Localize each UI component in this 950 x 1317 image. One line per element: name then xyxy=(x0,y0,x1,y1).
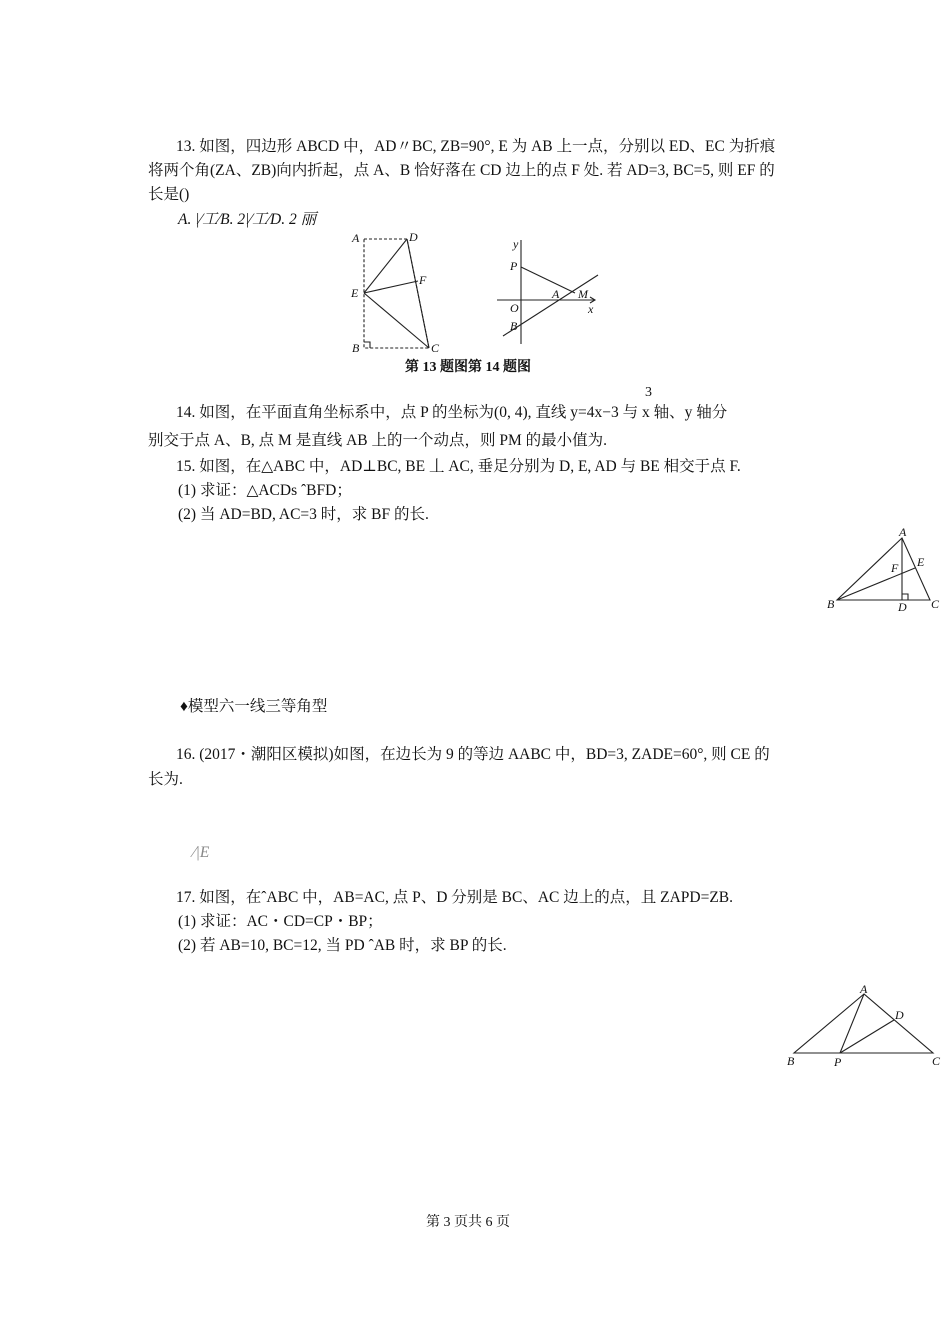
figure-17 xyxy=(780,982,940,1072)
q17-line1: 17. 如图，在ˆABC 中，AB=AC, 点 P、D 分别是 BC、AC 边上的点，且 ZAPD=ZB. xyxy=(176,889,734,906)
fig17-triangle-ABC xyxy=(794,994,933,1053)
fig13-label-E: E xyxy=(351,286,359,300)
fig14-label-y: y xyxy=(513,237,519,251)
figure-14 xyxy=(495,238,605,348)
q14-superscript: 3 xyxy=(645,385,652,400)
fig14-label-M: M xyxy=(578,287,588,301)
fig17-label-C: C xyxy=(932,1054,941,1068)
fig13-label-A: A xyxy=(352,231,360,245)
fig15-label-F: F xyxy=(891,561,899,575)
fig17-line-PD xyxy=(840,1020,894,1053)
fig15-label-E: E xyxy=(917,555,925,569)
q13-line2: 将两个角(ZA、ZB)向内折起，点 A、B 恰好落在 CD 边上的点 F 处. 若 AD=3, BC=5, 则 EF 的 xyxy=(148,162,775,179)
fig17-label-D: D xyxy=(895,1008,904,1022)
fig15-line-BE xyxy=(837,568,915,600)
q16-line2: 长为. xyxy=(148,771,183,788)
fig15-label-A: A xyxy=(899,525,907,539)
fig13-right-angle xyxy=(364,342,370,348)
fig13-label-F: F xyxy=(419,273,427,287)
fig14-label-P: P xyxy=(510,259,518,273)
q14-line1: 14. 如图，在平面直角坐标系中，点 P 的坐标为(0, 4), 直线 y=4x−3 与 x 轴、y 轴分 xyxy=(176,404,728,421)
figure-15 xyxy=(825,525,945,618)
q16-line1: 16. (2017・潮阳区模拟)如图，在边长为 9 的等边 AABC 中，BD=3, ZADE=60°, 则 CE 的 xyxy=(176,746,770,763)
fig15-label-D: D xyxy=(898,600,907,614)
fig13-label-C: C xyxy=(431,341,440,355)
figure-13 xyxy=(345,228,445,353)
section-title: ♦模型六一线三等角型 xyxy=(180,698,328,715)
fig14-label-x: x xyxy=(588,302,594,316)
fig15-triangle-ABC xyxy=(837,538,930,600)
q13-options: A. |⁄工⁄B. 2|⁄工⁄D. 2 丽 xyxy=(178,211,317,228)
fig13-label-D: D xyxy=(409,230,418,244)
fig14-label-B: B xyxy=(510,319,518,333)
fig17-label-B: B xyxy=(787,1054,795,1068)
page-footer: 第 3 页共 6 页 xyxy=(426,1215,510,1230)
q13-line1: 13. 如图，四边形 ABCD 中，AD〃BC, ZB=90°, E 为 AB 上一点，分别以 ED、EC 为折痕 xyxy=(176,138,776,155)
fig17-line-AP xyxy=(840,994,864,1053)
fig13-dashed-rect xyxy=(364,239,429,348)
q15-line1: 15. 如图，在△ABC 中，AD⊥BC, BE 丄 AC, 垂足分别为 D, E, AD 与 BE 相交于点 F. xyxy=(176,458,741,475)
figure-caption: 第 13 题图第 14 题图 xyxy=(405,360,531,375)
q15-part1: (1) 求证：△ACDs ˆBFD； xyxy=(178,482,352,499)
q17-part2: (2) 若 AB=10, BC=12, 当 PD ˆAB 时，求 BP 的长. xyxy=(178,937,507,954)
q15-part2: (2) 当 AD=BD, AC=3 时，求 BF 的长. xyxy=(178,506,429,523)
q16-figure-fragment: ⁄|E xyxy=(193,844,210,861)
fig13-label-B: B xyxy=(352,341,360,355)
fig15-label-C: C xyxy=(931,597,940,611)
q14-line2: 别交于点 A、B, 点 M 是直线 AB 上的一个动点，则 PM 的最小值为. xyxy=(148,432,607,449)
fig14-label-A: A xyxy=(552,287,560,301)
q13-line3: 长是() xyxy=(148,186,190,203)
fig14-line-PM xyxy=(521,267,575,293)
q17-part1: (1) 求证：AC・CD=CP・BP； xyxy=(178,913,383,930)
fig14-label-O: O xyxy=(510,301,519,315)
fig17-label-A: A xyxy=(860,982,868,996)
fig15-label-B: B xyxy=(827,597,835,611)
fig17-label-P: P xyxy=(834,1055,842,1069)
